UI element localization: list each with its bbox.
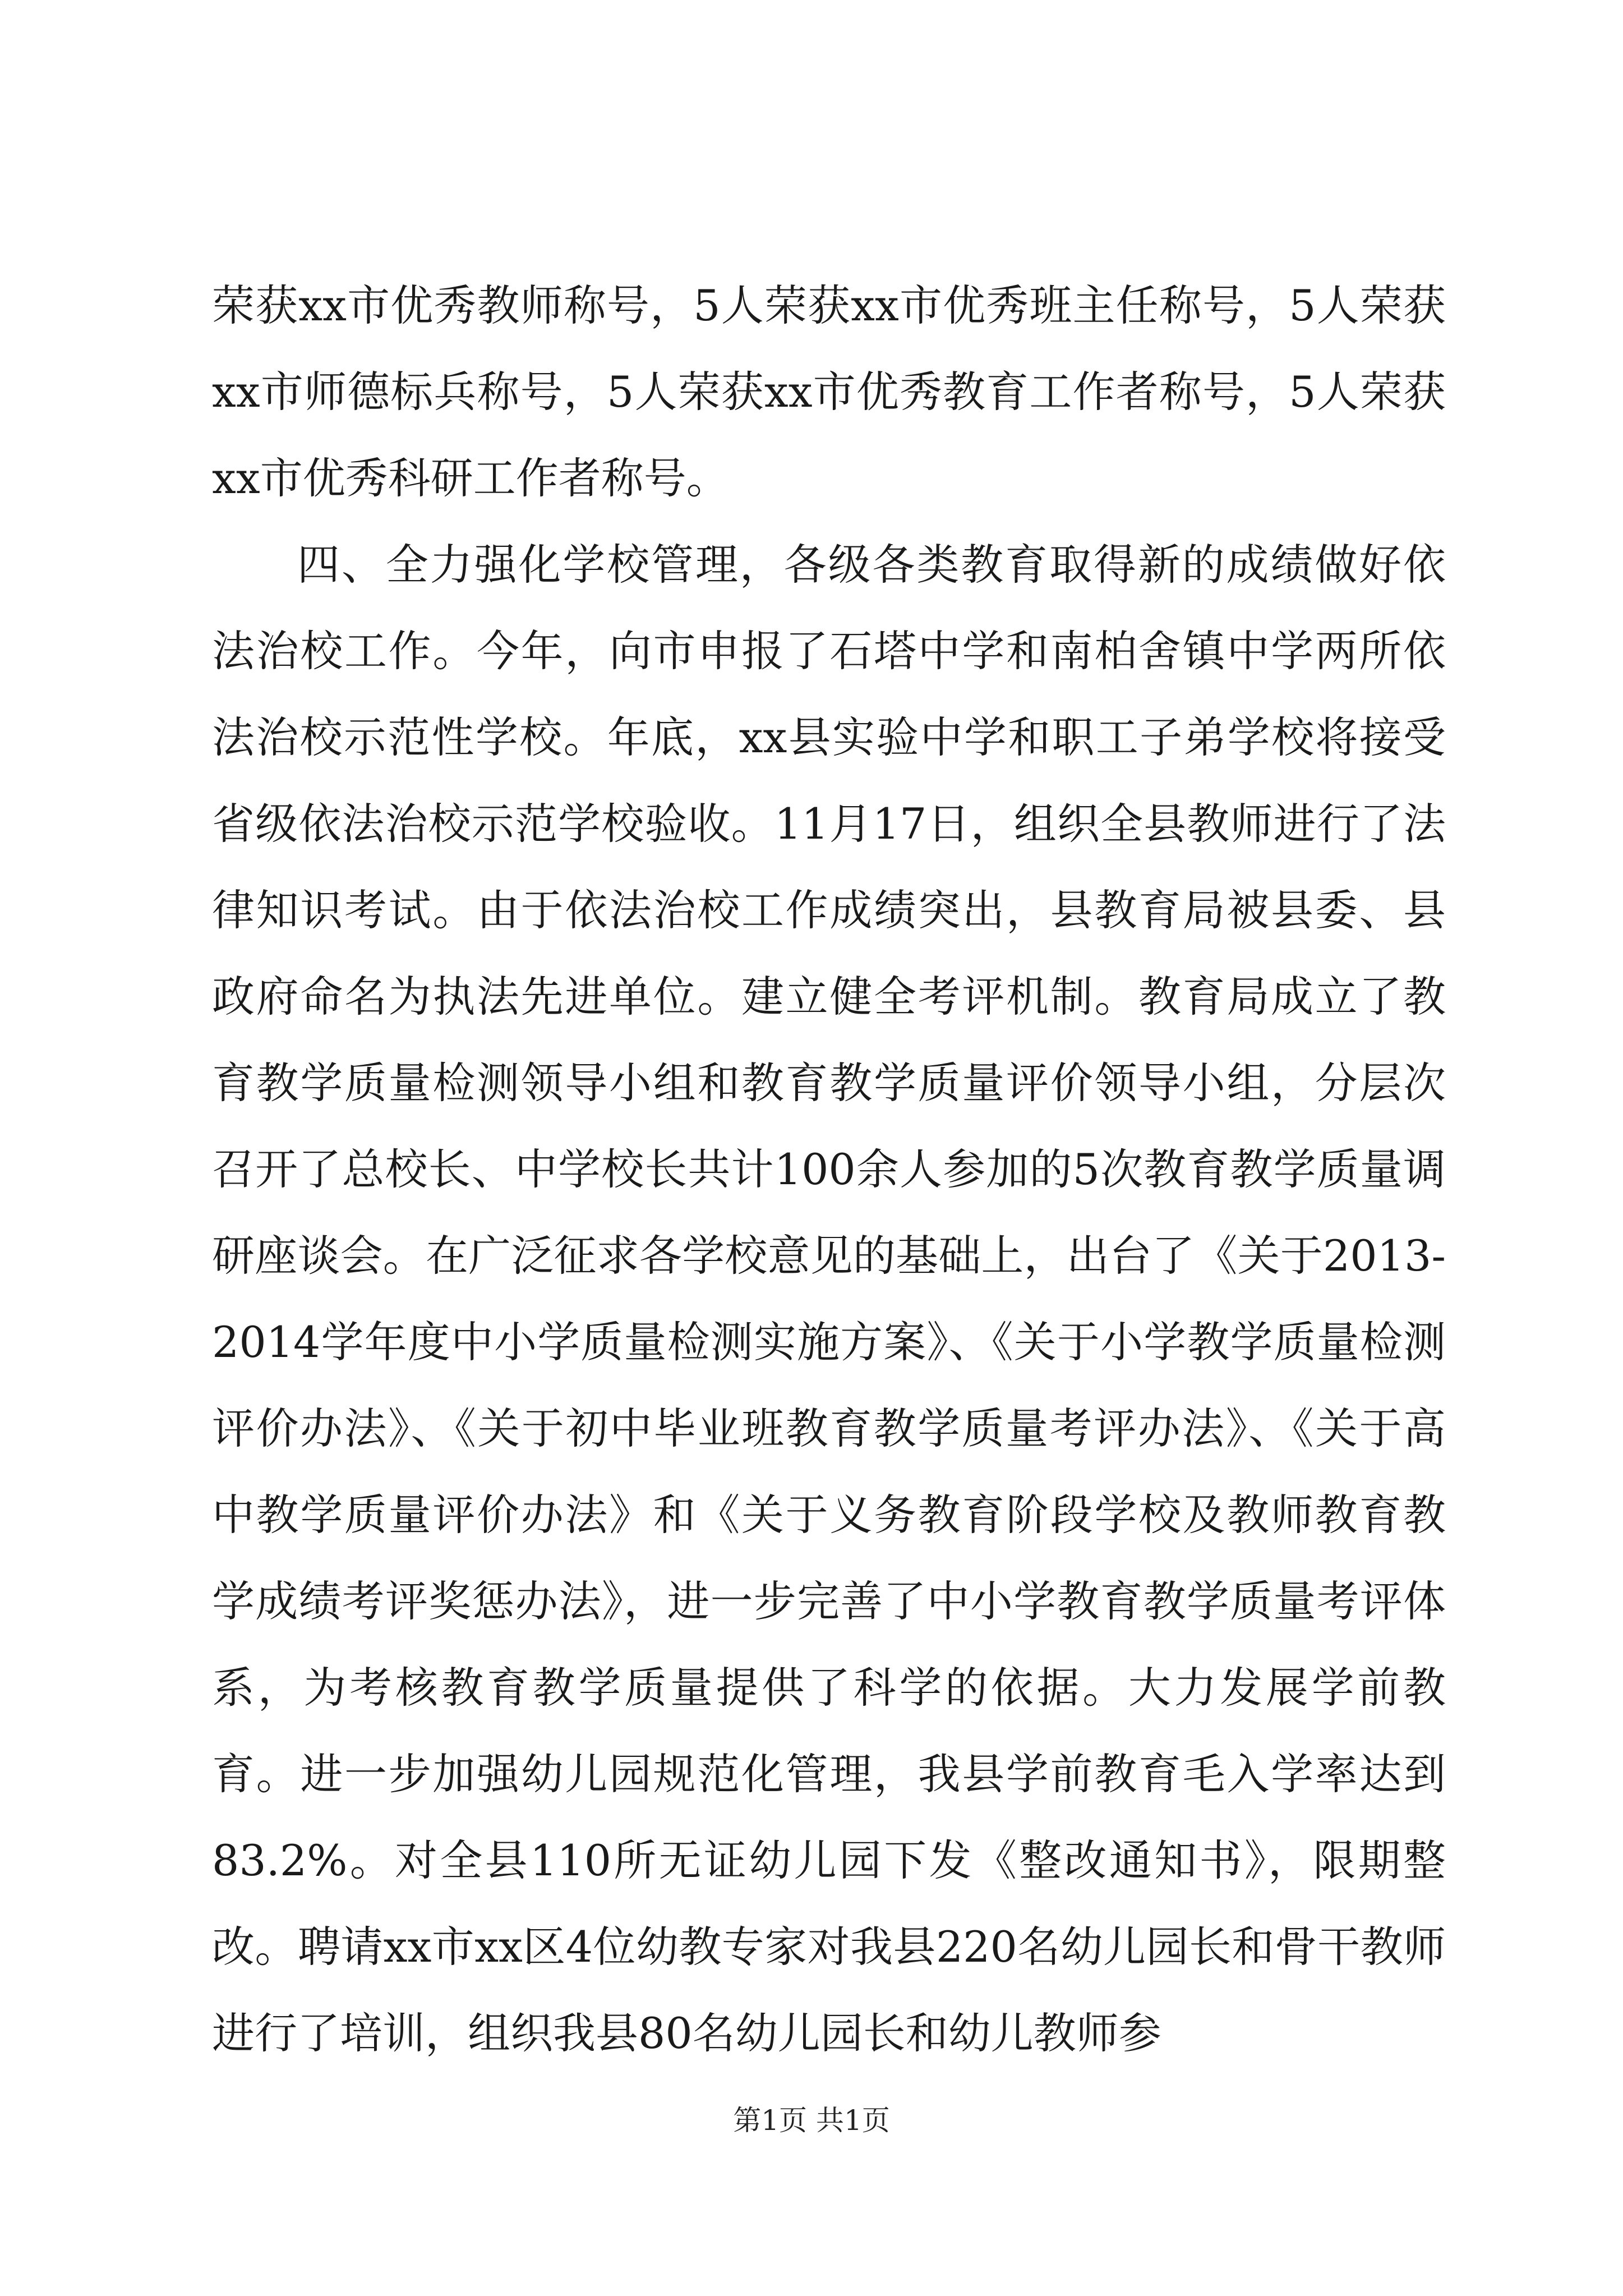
document-body xyxy=(212,263,1446,2077)
page-footer: 第1页 共1页 xyxy=(733,2104,890,2137)
paragraph-awards: 荣获xx市优秀教师称号，5人荣获xx市优秀班主任称号，5人荣获xx市师德标兵称号，5人荣获xx市优秀教育工作者称号，5人荣获xx市优秀科研工作者称号。 xyxy=(212,280,1446,503)
paragraph-school-management: 四、全力强化学校管理，各级各类教育取得新的成绩做好依法治校工作。今年，向市申报了石塔中学和南柏舍镇中学两所依法治校示范性学校。年底，xx县实验中学和职工子弟学校将接受省级依法治校示范学校验收。11月17日，组织全县教师进行了法律知识考试。由于依法治校工作成绩突出，县教育局被县委、县政府命名为执法先进单位。建立健全考评机制。教育局成立了教育教学质量检测领导小组和教育教学质量评价领导小组，分层次召开了总校长、中学校长共计100余人参加的5次教育教学质量调研座谈会。在广泛征求各学校意见的基础上，出台了《关于2013-2014学年度中小学质量检测实施方案》、《关于小学教学质量检测评价办法》、《关于初中毕业班教育教学质量考评办法》、《关于高中教学质量评价办法》和《关于义务教育阶段学校及教师教育教学成绩考评奖惩办法》，进一步完善了中小学教育教学质量考评体系，为考核教育教学质量提供了科学的依据。大力发展学前教育。进一步加强幼儿园规范化管理，我县学前教育毛入学率达到83.2%。对全县110所无证幼儿园下发《整改通知书》，限期整改。聘请xx市xx区4位幼教专家对我县220名幼儿园长和骨干教师进行了培训，组织我县80名幼儿园长和幼儿教师参 xyxy=(212,540,1446,2058)
